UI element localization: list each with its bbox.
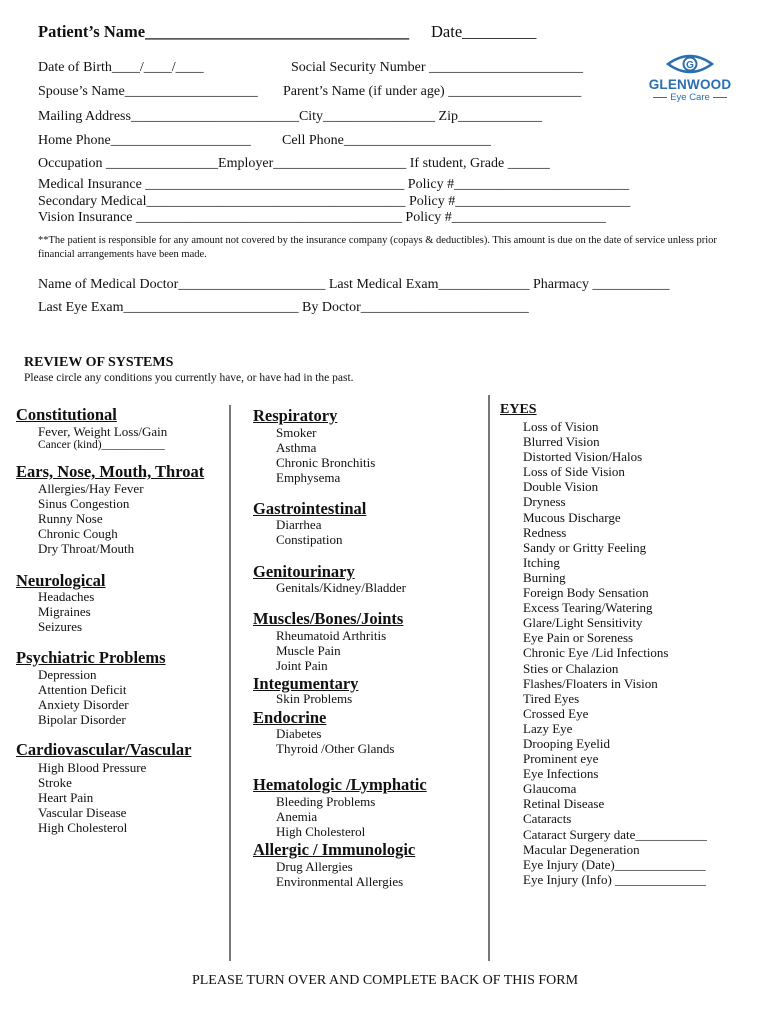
list-item[interactable]: Mucous Discharge: [523, 509, 621, 525]
psych-list: [38, 667, 129, 727]
vision-insurance-field[interactable]: Vision Insurance ______________________________________ Policy #______________________: [38, 210, 606, 225]
list-item[interactable]: Blurred Vision: [523, 434, 600, 450]
cardio-list: [38, 760, 146, 835]
list-item[interactable]: Cataract Surgery date___________: [523, 826, 707, 842]
list-item[interactable]: Depression: [38, 667, 97, 682]
logo-name: GLENWOOD: [648, 77, 732, 92]
list-item[interactable]: Allergies/Hay Fever: [38, 481, 144, 496]
list-item[interactable]: Runny Nose: [38, 511, 103, 527]
list-item[interactable]: Diabetes: [276, 726, 322, 741]
patient-name-field[interactable]: Patient’s Name________________________________: [38, 22, 410, 41]
list-item[interactable]: Constipation: [276, 532, 343, 548]
home-phone-field[interactable]: Home Phone____________________: [38, 133, 251, 148]
allergy-list: [276, 859, 403, 889]
date-field[interactable]: Date_________: [431, 22, 537, 41]
endo-list: [276, 726, 394, 756]
list-item[interactable]: Double Vision: [523, 479, 599, 495]
neuro-list: [38, 589, 94, 634]
mailing-address-field[interactable]: Mailing Address________________________City________________ Zip____________: [38, 109, 542, 124]
section-eyes: EYES: [500, 402, 537, 417]
list-item[interactable]: Foreign Body Sensation: [523, 585, 649, 601]
list-item[interactable]: Loss of Vision: [523, 419, 599, 434]
logo-letter: G: [686, 60, 694, 71]
ent-list: [38, 481, 144, 556]
gi-list: [276, 517, 342, 547]
list-item[interactable]: Burning: [523, 569, 566, 585]
list-item[interactable]: Loss of Side Vision: [523, 464, 625, 480]
list-item[interactable]: Bleeding Problems: [276, 794, 376, 809]
section-musculoskeletal: Muscles/Bones/Joints: [253, 609, 404, 628]
section-psychiatric: Psychiatric Problems: [16, 648, 166, 667]
list-item[interactable]: Seizures: [38, 619, 83, 635]
column-divider-right: [488, 395, 490, 961]
list-item[interactable]: Asthma: [276, 440, 317, 456]
list-item[interactable]: Smoker: [276, 425, 317, 440]
section-hematologic: Hematologic /Lymphatic: [253, 775, 427, 794]
ros-title: REVIEW OF SYSTEMS: [24, 355, 174, 370]
cell-phone-field[interactable]: Cell Phone_____________________: [282, 133, 491, 148]
parent-name-field[interactable]: Parent’s Name (if under age) ___________________: [283, 84, 582, 99]
list-item[interactable]: Stroke: [38, 775, 72, 791]
occupation-field[interactable]: Occupation ________________Employer___________________ If student, Grade ______: [38, 156, 550, 171]
list-item[interactable]: Crossed Eye: [523, 705, 589, 721]
section-integumentary: Integumentary: [253, 674, 359, 693]
list-item[interactable]: Chronic Bronchitis: [276, 455, 376, 471]
list-item[interactable]: Glare/Light Sensitivity: [523, 615, 643, 631]
list-item[interactable]: Emphysema: [276, 470, 341, 486]
dob-field[interactable]: Date of Birth____/____/____: [38, 60, 204, 75]
list-item[interactable]: Glaucoma: [523, 781, 577, 797]
list-item[interactable]: Eye Injury (Info) ______________: [523, 871, 707, 887]
list-item[interactable]: Vascular Disease: [38, 805, 127, 821]
spouse-name-field[interactable]: Spouse’s Name___________________: [38, 84, 258, 99]
list-item[interactable]: Diarrhea: [276, 517, 322, 532]
list-item[interactable]: Eye Injury (Date)______________: [523, 856, 706, 872]
list-item[interactable]: Heart Pain: [38, 790, 94, 806]
list-item[interactable]: Redness: [523, 524, 567, 540]
ssn-field[interactable]: Social Security Number ______________________: [291, 60, 584, 75]
cancer-field[interactable]: Cancer (kind)___________: [38, 439, 165, 451]
logo-subtitle: Eye Care: [644, 92, 736, 103]
list-item[interactable]: Thyroid /Other Glands: [276, 741, 395, 757]
list-item[interactable]: Lazy Eye: [523, 720, 573, 736]
section-constitutional: Constitutional: [16, 405, 117, 424]
list-item[interactable]: Itching: [523, 554, 560, 570]
payment-note: **The patient is responsible for any amount not covered by the insurance company (copays & deductibles). This amount is due on the date of service unless prior financial arrangements have been made.: [38, 235, 717, 260]
list-item[interactable]: Genitals/Kidney/Bladder: [276, 580, 406, 595]
footer-instruction: PLEASE TURN OVER AND COMPLETE BACK OF THIS FORM: [191, 973, 579, 988]
last-eye-exam-field[interactable]: Last Eye Exam_________________________ By Doctor________________________: [38, 300, 529, 315]
section-gastrointestinal: Gastrointestinal: [253, 499, 367, 518]
list-item[interactable]: Eye Infections: [523, 766, 599, 782]
list-item[interactable]: Prominent eye: [523, 751, 599, 767]
eyes-list: [523, 419, 707, 887]
medical-doctor-field[interactable]: Name of Medical Doctor_____________________ Last Medical Exam_____________ Pharmacy ___________: [38, 277, 670, 292]
list-item[interactable]: Joint Pain: [276, 658, 328, 674]
list-item[interactable]: Rheumatoid Arthritis: [276, 628, 387, 643]
column-divider-left: [229, 405, 231, 961]
list-item[interactable]: Anxiety Disorder: [38, 697, 129, 713]
list-item[interactable]: Dryness: [523, 494, 566, 510]
medical-insurance-field[interactable]: Medical Insurance _____________________________________ Policy #_________________________: [38, 177, 630, 192]
ros-instructions: Please circle any conditions you currently have, or have had in the past.: [24, 372, 354, 384]
list-item[interactable]: High Blood Pressure: [38, 760, 147, 775]
list-item[interactable]: Drug Allergies: [276, 859, 353, 874]
list-item[interactable]: High Cholesterol: [276, 824, 366, 840]
eye-icon: [644, 52, 736, 78]
list-item[interactable]: Excess Tearing/Watering: [523, 600, 653, 616]
list-item[interactable]: Fever, Weight Loss/Gain: [38, 424, 168, 439]
section-genitourinary: Genitourinary: [253, 562, 355, 581]
list-item[interactable]: Dry Throat/Mouth: [38, 541, 135, 557]
section-allergic: Allergic / Immunologic: [253, 840, 416, 859]
heme-list: [276, 794, 375, 839]
list-item[interactable]: Environmental Allergies: [276, 874, 404, 890]
list-item[interactable]: Macular Degeneration: [523, 841, 640, 857]
glenwood-logo: [644, 52, 736, 104]
list-item[interactable]: Distorted Vision/Halos: [523, 449, 643, 465]
msk-list: [276, 628, 386, 673]
list-item[interactable]: Bipolar Disorder: [38, 712, 126, 728]
list-item[interactable]: Chronic Eye /Lid Infections: [523, 645, 669, 661]
list-item[interactable]: Retinal Disease: [523, 796, 605, 812]
resp-list: [276, 425, 375, 485]
list-item[interactable]: Skin Problems: [276, 691, 353, 706]
list-item[interactable]: Muscle Pain: [276, 643, 341, 659]
list-item[interactable]: Tired Eyes: [523, 690, 580, 706]
list-item[interactable]: Cataracts: [523, 811, 572, 827]
list-item[interactable]: Sties or Chalazion: [523, 660, 619, 676]
list-item[interactable]: Headaches: [38, 589, 95, 604]
section-cardiovascular: Cardiovascular/Vascular: [16, 740, 192, 759]
list-item[interactable]: Attention Deficit: [38, 682, 127, 698]
list-item[interactable]: Sandy or Gritty Feeling: [523, 539, 647, 555]
list-item[interactable]: Migraines: [38, 604, 91, 620]
list-item[interactable]: High Cholesterol: [38, 820, 128, 836]
list-item[interactable]: Anemia: [276, 809, 318, 825]
list-item[interactable]: Eye Pain or Soreness: [523, 630, 634, 646]
list-item[interactable]: Flashes/Floaters in Vision: [523, 675, 658, 691]
secondary-medical-field[interactable]: Secondary Medical_____________________________________ Policy #_________________________: [38, 194, 631, 209]
section-ent: Ears, Nose, Mouth, Throat: [16, 462, 205, 481]
section-respiratory: Respiratory: [253, 406, 338, 425]
list-item[interactable]: Sinus Congestion: [38, 496, 130, 512]
section-neurological: Neurological: [16, 571, 106, 590]
list-item[interactable]: Chronic Cough: [38, 526, 118, 542]
list-item[interactable]: Drooping Eyelid: [523, 735, 611, 751]
section-endocrine: Endocrine: [253, 708, 327, 727]
